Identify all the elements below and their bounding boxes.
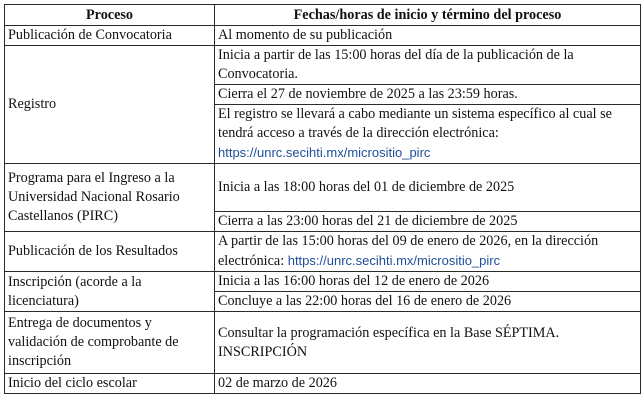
table-row [5, 312, 641, 374]
fecha-cell: Inicia a las 18:00 horas del 01 de diciembre de 2025 [215, 164, 641, 212]
fecha-cell: Al momento de su publicación [215, 26, 641, 46]
proceso-cell: Inicio del ciclo escolar [5, 374, 215, 394]
registro-nota: El registro se llevará a cabo mediante un sistema específico al cual se tendrá acceso a través de la dirección electrónica: [218, 106, 612, 141]
table-row [5, 46, 641, 85]
proceso-cell: Publicación de los Resultados [5, 232, 215, 272]
proceso-cell: Publicación de Convocatoria [5, 26, 215, 46]
table-row [5, 232, 641, 272]
proceso-cell: Inscripción (acorde a la licenciatura) [5, 272, 215, 312]
fecha-cell [215, 232, 641, 272]
fecha-cell: Inicia a partir de las 15:00 horas del día de la publicación de la Convocatoria. [215, 46, 641, 85]
resultados-fecha: A partir de las 15:00 horas del 09 de enero de 2026, en la dirección electrónica: [218, 233, 599, 269]
fecha-cell: 02 de marzo de 2026 [215, 374, 641, 394]
fecha-cell: Consultar la programación específica en la Base SÉPTIMA. INSCRIPCIÓN [215, 312, 641, 374]
proceso-cell: Entrega de documentos y validación de comprobante de inscripción [5, 312, 215, 374]
header-fechas: Fechas/horas de inicio y término del proceso [215, 5, 641, 26]
proceso-cell: Registro [5, 46, 215, 164]
table-row [5, 374, 641, 394]
fecha-cell [215, 105, 641, 164]
micrositio-link[interactable]: https://unrc.secihti.mx/micrositio_pirc [287, 253, 501, 268]
table-row [5, 164, 641, 212]
table-row [5, 272, 641, 292]
header-proceso: Proceso [5, 5, 215, 26]
fecha-cell: Concluye a las 22:00 horas del 16 de enero de 2026 [215, 292, 641, 312]
table-row [5, 26, 641, 46]
schedule-table [4, 4, 641, 394]
table-header-row [5, 5, 641, 26]
fecha-cell: Cierra el 27 de noviembre de 2025 a las 23:59 horas. [215, 85, 641, 105]
fecha-cell: Cierra a las 23:00 horas del 21 de diciembre de 2025 [215, 212, 641, 232]
micrositio-link[interactable]: https://unrc.secihti.mx/micrositio_pirc [218, 145, 431, 160]
proceso-cell: Programa para el Ingreso a la Universidad Nacional Rosario Castellanos (PIRC) [5, 164, 215, 232]
fecha-cell: Inicia a las 16:00 horas del 12 de enero de 2026 [215, 272, 641, 292]
